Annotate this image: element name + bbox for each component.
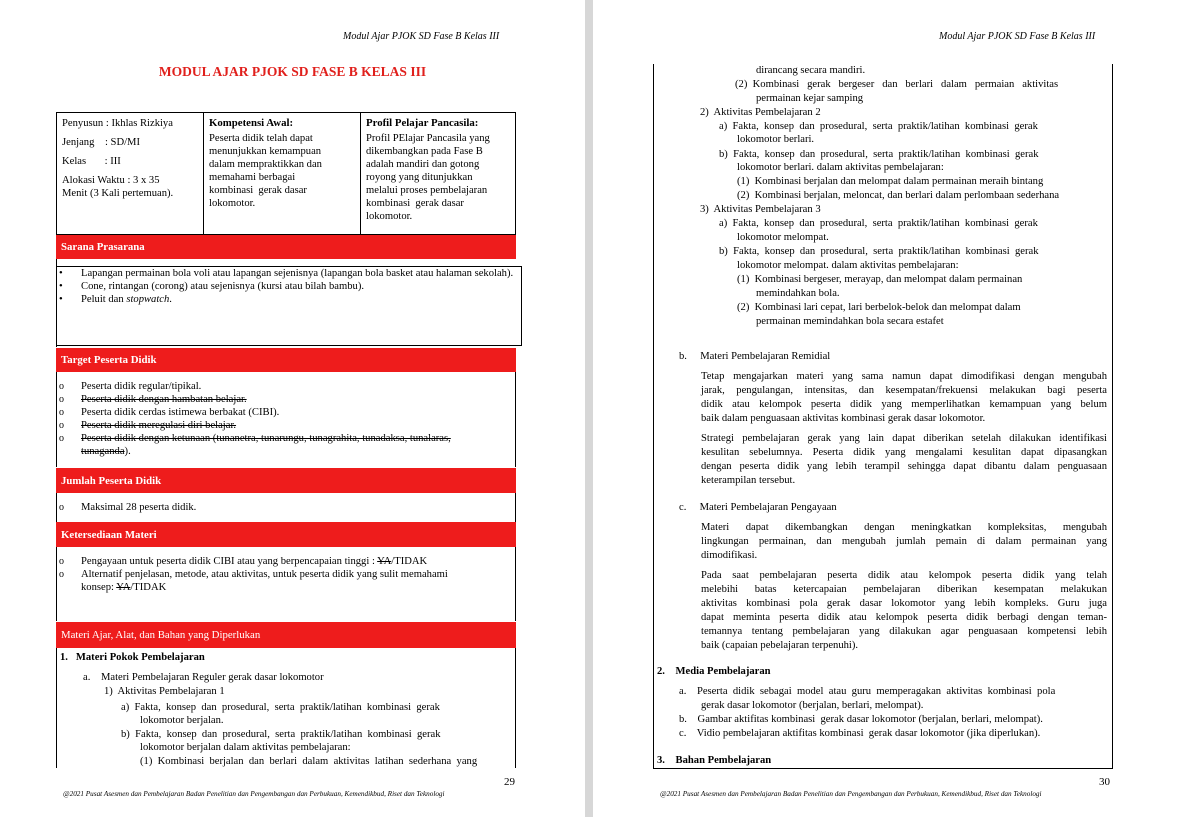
paragraph-line: melebihi batas ketercapaian pembelajaran diberikan kesempatan melakukan	[701, 584, 1107, 595]
page-left	[0, 0, 585, 817]
paragraph-line: Strategi pembelajaran gerak yang lain dapat diberikan setelah dilakukan identifikasi	[701, 433, 1107, 444]
media-item: gerak dasar lokomotor (berjalan, berlari, melompat).	[701, 700, 924, 711]
running-head: Modul Ajar PJOK SD Fase B Kelas III	[343, 31, 500, 42]
running-head: Modul Ajar PJOK SD Fase B Kelas III	[939, 31, 1096, 42]
profil-line: royong yang ditunjukkan	[366, 172, 473, 183]
section-bar-jumlah: Jumlah Peserta Didik	[56, 468, 516, 493]
content-line: memindahkan bola.	[756, 288, 840, 299]
content-line: b) Fakta, konsep dan prosedural, serta praktik/latihan kombinasi gerak	[719, 246, 1039, 257]
kompetensi-line: Peserta didik telah dapat	[209, 133, 313, 144]
media-item: b. Gambar aktifitas kombinasi gerak dasar lokomotor (berjalan, berlari, melompat).	[679, 714, 1043, 725]
list-item-text: Cone, rintangan (corong) atau sejenisnya (kursi atau bilah bambu).	[81, 281, 365, 292]
activity-heading: 3) Aktivitas Pembelajaran 3	[700, 204, 821, 215]
content-line: a) Fakta, konsep dan prosedural, serta praktik/latihan kombinasi gerak	[719, 218, 1038, 229]
list-item-text: /TIDAK	[130, 582, 167, 593]
paragraph-line: dimodifikasi.	[701, 550, 758, 561]
list-item	[57, 501, 515, 514]
list-item-italic: stopwatch	[126, 294, 170, 305]
content-line: lokomotor melompat. dalam aktivitas pembelajaran:	[737, 260, 959, 271]
list-item-text: Peserta didik regular/tipikal.	[81, 381, 202, 392]
sarana-list	[57, 267, 515, 306]
target-list	[57, 380, 515, 458]
kompetensi-cell	[204, 113, 360, 214]
media-item: a. Peserta didik sebagai model atau guru memperagakan aktivitas kombinasi pola	[679, 686, 1056, 697]
content-line: permainan memindahkan bola secara estafet	[756, 316, 944, 327]
penyusun-text: Penyusun : Ikhlas Rizkiya	[62, 118, 173, 129]
paragraph-line: keterampilan tersebut.	[701, 475, 796, 486]
section-bar-target: Target Peserta Didik	[56, 348, 516, 372]
list-item-text: konsep:	[81, 582, 117, 593]
section-bar-sarana: Sarana Prasarana	[56, 235, 516, 259]
list-item	[57, 380, 515, 393]
list-item-text: Peserta didik dengan hambatan belajar.	[81, 394, 247, 405]
content-line: lokomotor berlari.	[737, 134, 815, 145]
content-line: (2) Kombinasi berjalan, meloncat, dan berlari dalam perlombaan sederhana	[737, 190, 1060, 201]
profil-line: dikembangkan pada Fase B	[366, 146, 483, 157]
content-line: (1) Kombinasi berjalan dan melompat dalam permainan meraih bintang	[737, 176, 1044, 187]
list-item-text: YA	[377, 556, 392, 567]
info-cell	[57, 113, 203, 207]
page-right	[593, 0, 1181, 817]
list-item	[57, 432, 515, 458]
profil-line: Profil PElajar Pancasila yang	[366, 133, 490, 144]
list-item-text: Peserta didik dengan ketunaan (tunanetra, tunarungu, tunagrahita, tunadaksa, tunalaras,	[81, 433, 451, 444]
list-item	[57, 419, 515, 432]
content-line: b) Fakta, konsep dan prosedural, serta praktik/latihan kombinasi gerak	[719, 149, 1039, 160]
section-bar-materi: Materi Ajar, Alat, dan Bahan yang Diperlukan	[56, 622, 516, 648]
section-heading: 2. Media Pembelajaran	[657, 666, 771, 677]
content-line: lokomotor melompat.	[737, 232, 829, 243]
paragraph-line: Materi dapat dikembangkan dengan meningkatkan kompleksitas, mengubah	[701, 522, 1107, 533]
paragraph-line: Pada saat pembelajaran peserta didik atau kelompok peserta didik yang telah	[701, 570, 1107, 581]
document-title: MODUL AJAR PJOK SD FASE B KELAS III	[158, 64, 427, 79]
paragraph-line: lingkungan permainan, dan mengubah jumlah pemain di dalam permainan yang	[701, 536, 1107, 547]
jumlah-list	[57, 501, 515, 514]
profil-heading: Profil Pelajar Pancasila:	[366, 117, 479, 129]
subsection-heading: b. Materi Pembelajaran Remidial	[679, 351, 831, 362]
content-line: (1) Kombinasi bergeser, merayap, dan melompat dalam permainan	[737, 274, 1023, 285]
jenjang-text: Jenjang : SD/MI	[62, 137, 140, 148]
list-item-text: .	[169, 294, 172, 305]
media-item: c. Vidio pembelajaran aktifitas kombinasi gerak dasar lokomotor (jika diperlukan).	[679, 728, 1041, 739]
profil-line: lokomotor.	[366, 211, 413, 222]
section-heading: 3. Bahan Pembelajaran	[657, 755, 772, 766]
content-line: (2) Kombinasi gerak bergeser dan berlari dalam permaian aktivitas	[735, 79, 1059, 90]
content-line: dirancang secara mandiri.	[756, 65, 866, 76]
kompetensi-line: dalam mempraktikkan dan	[209, 159, 322, 170]
alokasi-text-2: Menit (3 Kali pertemuan).	[62, 188, 174, 199]
list-item	[57, 568, 515, 594]
subsection-heading: c. Materi Pembelajaran Pengayaan	[679, 502, 837, 513]
list-item	[57, 555, 515, 568]
kompetensi-line: memahami berbagai	[209, 172, 296, 183]
list-item	[57, 267, 515, 280]
kompetensi-line: menunjukkan kemampuan	[209, 146, 322, 157]
list-item-text: tunaganda	[81, 446, 125, 457]
list-item-text: Pengayaan untuk peserta didik CIBI atau yang berpencapaian tinggi :	[81, 556, 378, 567]
footer-copyright: @2021 Pusat Asesmen dan Pembelajaran Badan Penelitian dan Pengembangan dan Perbukuan, Kemendikbud, Riset dan Teknologi	[63, 790, 445, 798]
paragraph-line: temannya tentang pembelajaran yang dilakukan agar penguasaan kompetensi lebih	[701, 626, 1107, 637]
paragraph-line: baik dalam penguasaan aktivitas kombinasi gerak dasar lokomotor.	[701, 413, 986, 424]
list-item-text: Maksimal 28 peserta didik.	[81, 502, 197, 513]
footer-copyright: @2021 Pusat Asesmen dan Pembelajaran Badan Penelitian dan Pengembangan dan Perbukuan, Kemendikbud, Riset dan Teknologi	[660, 790, 1042, 798]
paragraph-line: aktivitas kombinasi pola gerak dasar lokomotor yang lebih kompleks. Guru juga	[701, 598, 1107, 609]
kompetensi-line: lokomotor.	[209, 198, 256, 209]
list-item-text: Peluit dan	[81, 294, 127, 305]
section-bar-ketersediaan: Ketersediaan Materi	[56, 522, 516, 547]
list-item	[57, 280, 515, 293]
content-line: a) Fakta, konsep dan prosedural, serta praktik/latihan kombinasi gerak	[121, 702, 440, 713]
section-heading: 1. Materi Pokok Pembelajaran	[60, 652, 205, 663]
list-item-text: ).	[124, 446, 131, 457]
subsection-heading: a. Materi Pembelajaran Reguler gerak dasar lokomotor	[83, 672, 324, 683]
kelas-text: Kelas : III	[62, 156, 121, 167]
kompetensi-line: kombinasi gerak dasar	[209, 185, 307, 196]
paragraph-line: dengan peserta didik yang lebih terampil sehingga dapat dibantu dalam penguasaan	[701, 461, 1107, 472]
paragraph-line: didik atau kelompok peserta didik yang memperlihatkan kemampuan yang belum	[701, 399, 1107, 410]
paragraph-line: baik (capaian pebelajaran terpenuhi).	[701, 640, 859, 651]
activity-heading: 1) Aktivitas Pembelajaran 1	[104, 686, 225, 697]
page-number: 29	[504, 776, 515, 788]
content-line: lokomotor berjalan dalam aktivitas pembelajaran:	[140, 742, 351, 753]
content-line: a) Fakta, konsep dan prosedural, serta praktik/latihan kombinasi gerak	[719, 121, 1038, 132]
list-item-text: Peserta didik cerdas istimewa berbakat (CIBI).	[81, 407, 280, 418]
content-line: (2) Kombinasi lari cepat, lari berbelok-belok dan melompat dalam	[737, 302, 1021, 313]
profil-line: kombinasi gerak dasar	[366, 198, 464, 209]
list-item	[57, 406, 515, 419]
content-line: b) Fakta, konsep dan prosedural, serta praktik/latihan kombinasi gerak	[121, 729, 441, 740]
content-line: lokomotor berjalan.	[140, 715, 224, 726]
profil-line: melalui proses pembelajaran	[366, 185, 488, 196]
profil-line: adalah mandiri dan gotong	[366, 159, 480, 170]
kompetensi-heading: Kompetensi Awal:	[209, 117, 294, 129]
list-item-text: Lapangan permainan bola voli atau lapangan sejenisnya (lapangan bola basket atau halaman sekolah).	[81, 268, 514, 279]
list-item-text: /TIDAK	[391, 556, 428, 567]
list-item-text: YA	[116, 582, 131, 593]
page-gutter	[585, 0, 593, 817]
right-content	[654, 64, 1112, 768]
list-item-text: Alternatif penjelasan, metode, atau aktivitas, untuk peserta didik yang sulit memahami	[81, 569, 448, 580]
paragraph-line: kesulitan sebelumnya. Peserta didik yang mengalami kesulitan dapat dipasangkan	[701, 447, 1107, 458]
paragraph-line: dapat meminta peserta didik atau kelompok peserta didik berbagi dengan teman-	[701, 612, 1107, 623]
list-item	[57, 393, 515, 406]
content-line: permainan kejar samping	[756, 93, 864, 104]
page-number: 30	[1099, 776, 1110, 788]
ketersediaan-list	[57, 555, 515, 594]
info-table	[56, 112, 516, 235]
activity-heading: 2) Aktivitas Pembelajaran 2	[700, 107, 821, 118]
content-line: (1) Kombinasi berjalan dan berlari dalam aktivitas latihan sederhana yang	[140, 756, 478, 767]
profil-cell	[361, 113, 517, 227]
paragraph-line: Tetap mengajarkan materi yang sama namun dapat dimodifikasi dengan mengubah	[701, 371, 1107, 382]
list-item	[57, 293, 515, 306]
content-line: lokomotor berlari. dalam aktivitas pembelajaran:	[737, 162, 944, 173]
list-item-text: Peserta didik meregulasi diri belajar.	[81, 420, 237, 431]
alokasi-text: Alokasi Waktu : 3 x 35	[62, 175, 160, 186]
paragraph-line: jarak, pengulangan, intensitas, dan kesempatan/frekuensi melakukan bagi peserta	[701, 385, 1107, 396]
